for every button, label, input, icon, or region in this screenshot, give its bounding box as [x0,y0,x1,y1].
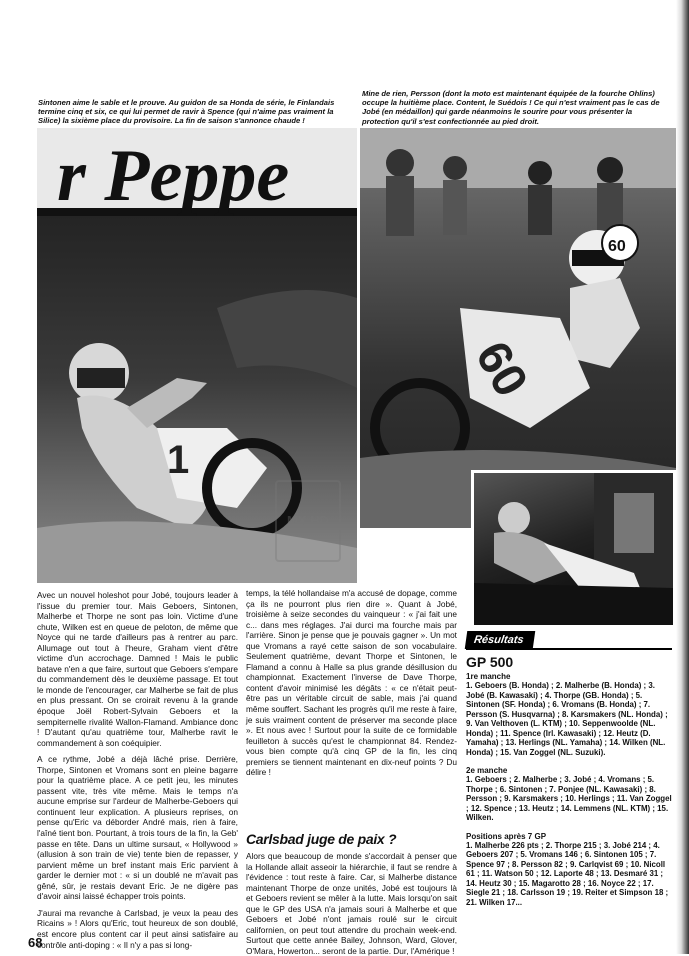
results-box [466,654,672,907]
article-column-1 [37,590,238,950]
results-heat2-text: 1. Geboers ; 2. Malherbe ; 3. Jobé ; 4. Vromans ; 5. Thorpe ; 6. Sintonen ; 7. Ponjee (NL. Kawasaki) ; 8. Persson ; 9. Karsmakers ; 10. Herlings ; 11. Van Zoggel ; 12. Spence ; 13. Heutz ; 14. Lemmens (NL. KTM) ; 15. Wilken. [466,775,672,822]
caption-left: Sintonen aime le sable et le prouve. Au guidon de sa Honda de série, le Finlandais termine cinq et six, ce qui lui permet de ravir à Spence (qui n'aime pas vraiment la Silice) la sixième place du provisoire. La fin de saison s'annonce chaude ! [38,98,335,126]
results-title: GP 500 [466,654,514,670]
article-column-2 [246,588,457,778]
photo-persson-graphic [360,128,676,528]
helmet-number: 60 [608,238,626,255]
results-heat2-title: 2e manche [466,766,508,775]
photo-persson [360,128,676,528]
results-standings-title: Positions après 7 GP [466,831,547,841]
caption-right: Mine de rien, Persson (dont la moto est maintenant équipée de la fourche Ohlins) occupe la huitième place. Content, le Suédois ! Ce qui n'est vraiment pas le cas de Jobé (en médaillon) qui garde néanmoins le sourire pour vous présenter la protection qu'il s'est confectionnée au pied droit. [362,89,660,126]
results-heat1-title: 1re manche [466,672,511,681]
article-paragraph: Alors que beaucoup de monde s'accordait à penser que la Hollande allait asseoir la hiérarchie, il faut se rendre à l'évidence : tout reste à faire. Car, si Malherbe distance maintenant Thorpe de onze unités, Jobé est toujours là et Geboers revient se mêler à la lutte. Mais lorsqu'on sait que le GP des USA n'a jamais souri à Malherbe et que Geboers et Jobé n'ont jamais roulé sur le circuit californien, on peut tout attendre du prochain week-end. Surtout que cette année Bailey, Johnson, Ward, Glover, O'Mara, Howerton... seront de la partie. Dur, l'Amérique ! [246,851,457,956]
results-heat1-text: 1. Geboers (B. Honda) ; 2. Malherbe (B. Honda) ; 3. Jobé (B. Kawasaki) ; 4. Thorpe (GB. Honda) ; 5. Sintonen (SF. Honda) ; 6. Vromans (B. Honda) ; 7. Persson (S. Husqvarna) ; 8. Karsmakers (NL. Honda) ; 9. Van Velthoven (L. KTM) ; 10. Seppenwoolde (NL. Honda) ; 11. Spence (Irl. Kawasaki) ; 12. Heutz (D. Yamaha) ; 13. Herlings (NL. Yamaha) ; 14. Wilken (NL. Honda) ; 15. Van Zoggel (NL. Suzuki). [466,681,668,757]
article-paragraph: Avec un nouvel holeshot pour Jobé, toujours leader à l'issue du premier tour. Mais Geboers, Sintonen, Malherbe et Thorpe ne sont pas loin. Victime d'une chute, Wilken est en queue de peloton, de même que Noyce qui ne tarde d'ailleurs pas à rentrer au parc. Allumage out tout à l'heure, Graham vient d'être victime d'un accrochage. Damned ! Mais le public batave n'en a que faire, surtout que Geboers s'empare du commandement dès le deuxième passage. Et tout le monde de l'encourager, car Malherbe se fait de plus en plus pressant. On se croirait revenu à la grande époque Joël Robert-Sylvain Geboers et la sempiternelle rivalité Wallon-Flamand. Ambiance donc ! D'autant qu'au quatrième tour, Malherbe ravit le commandement à son coéquipier. [37,590,238,748]
article-paragraph: A ce rythme, Jobé a déjà lâché prise. Derrière, Thorpe, Sintonen et Vromans sont en pleine bagarre pour la quatrième place. A ce petit jeu, les minutes passent vite, très vite même. Mais le temps n'a aucune emprise sur l'ardeur de Malherbe-Geboers qui continuent leur explication. A plusieurs reprises, on pense qu'Eric va déborder André mais, rien à faire, l'aîné tient bon. Pourtant, à trois tours de la fin, la Geb' passe en tête. Dans un ultime sursaut, « Hollywood » (allusion à son train de vie) tente bien de repasser, y parvient même un bref instant mais Eric parvient à garder le dernier mot : « si un doublé ne m'avait pas gêné, sûr, je restais devant Eric. Je ne digère pas d'avoir ainsi laissé échapper trois points. [37,754,238,902]
results-rule [466,648,672,650]
results-standings-text: 1. Malherbe 226 pts ; 2. Thorpe 215 ; 3. Jobé 214 ; 4. Geboers 207 ; 5. Vromans 146 ; 6. Sintonen 105 ; 7. Spence 97 ; 8. Persson 82 ; 9. Carlqvist 69 ; 10. Nicoll 61 ; 11. Watson 50 ; 12. Laporte 48 ; 13. Desmaré 31 ; 14. Heutz 30 ; 15. Magarotto 28 ; 16. Noyce 22 ; 17. Siegle 21 ; 18. Carlsson 19 ; 19. Reiter et Simpson 18 ; 21. Wilken 17... [466,840,669,907]
watermark-logo: MX HD [275,480,341,562]
page-number: 68 [28,935,43,950]
article-column-2b [246,851,457,956]
photo-jobe-graphic [474,473,673,625]
banner-text: r Peppe [57,135,290,217]
article-subhead: Carlsbad juge de paix ? [246,831,397,847]
results-label [466,630,534,649]
scan-edge [676,0,689,954]
results-label-text: Résultats [465,631,535,649]
article-paragraph: J'aurai ma revanche à Carlsbad, je veux la peau des Ricains » ! Alors qu'Eric, tout heureux de son doublé, est encore plus content car il peut ainsi satisfaire au contrôle anti-doping : « Il n'y a pas si long- [37,907,238,950]
photo-jobe-inset [471,470,676,628]
plate-number: 60 [464,332,538,406]
svg-text:1: 1 [167,438,190,482]
article-paragraph: temps, la télé hollandaise m'a accusé de dopage, comme ça ils ne pourront plus rien dire ». Quant à Jobé, troisième à seize secondes du vainqueur : « j'ai fait une c... dans mes réglages. J'ai durci ma fourche mais par l'arrière. Sinon je pense que je pouvais gagner ». Un mot que Vromans a rayé cette saison de son vocabulaire. Seulement quatrième, devant Thorpe et Sintonen, le Flamand a connu à Halle sa plus grande désillusion du championnat. Exactement l'inverse de Dave Thorpe, content d'avoir minimisé les dégâts : « ce n'était peut-être pas un véritable circuit de sable, mais j'ai quand même souffert. Sachant les progrès qu'il me reste à faire, je suis vraiment content de préserver ma seconde place ». Et nous avec ! Surtout pour la suite de ce formidable feuilleton à succès qu'est le championnat 84. Rendez-vous bien compte qu'à cinq GP de la fin, les cinq premiers se tiennent maintenant en dix-neuf points ? Du délire ! [246,588,457,778]
